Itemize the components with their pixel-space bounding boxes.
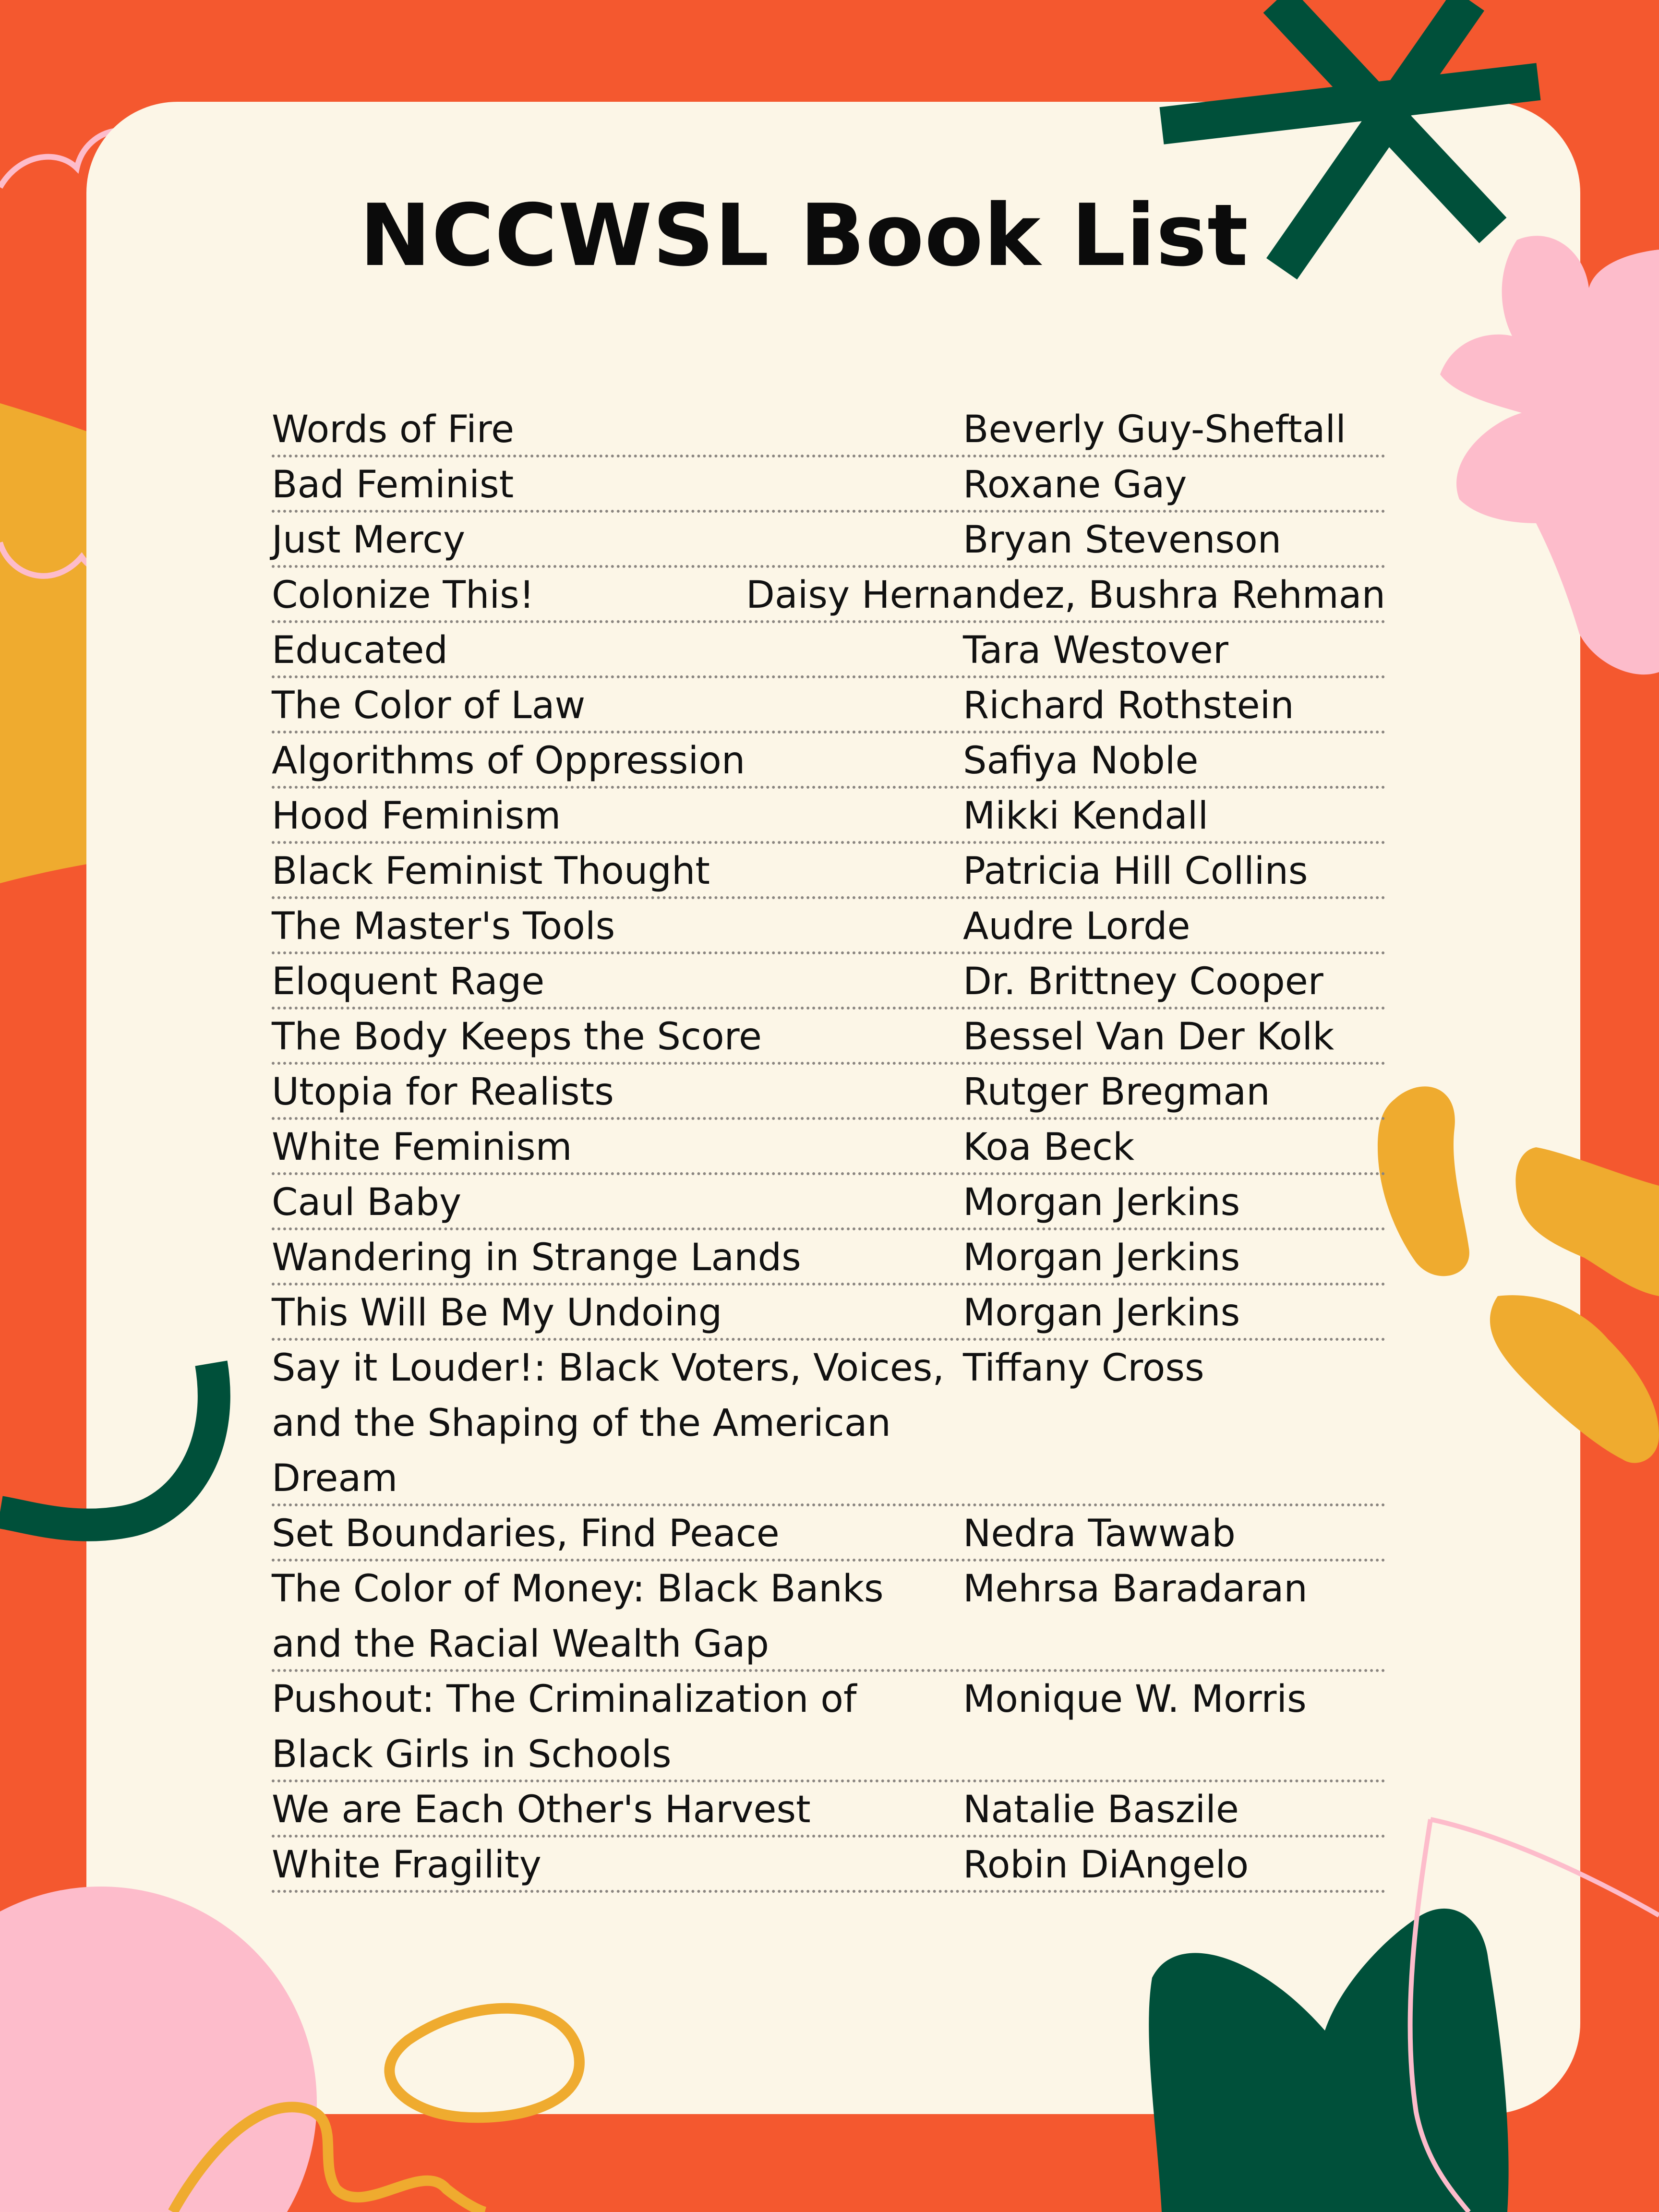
book-title: Hood Feminism (272, 794, 561, 838)
book-row (272, 733, 1385, 789)
book-author: Patricia Hill Collins (963, 850, 1308, 893)
book-row (272, 844, 1385, 899)
book-row (272, 678, 1385, 733)
book-author: Rutger Bregman (963, 1070, 1270, 1114)
book-title: This Will Be My Undoing (272, 1291, 722, 1334)
book-title: The Color of Money: Black Banks and the Racial Wealth Gap (272, 1567, 884, 1666)
book-row (272, 1175, 1385, 1230)
book-row (272, 1782, 1385, 1838)
book-author: Morgan Jerkins (963, 1181, 1240, 1224)
book-title: Bad Feminist (272, 463, 514, 506)
book-row (272, 1506, 1385, 1562)
book-title: Colonize This! (272, 574, 535, 617)
book-author: Robin DiAngelo (963, 1843, 1249, 1887)
book-list (272, 402, 1385, 1893)
book-author: Bessel Van Der Kolk (963, 1015, 1334, 1058)
book-title: Eloquent Rage (272, 960, 545, 1003)
book-author: Tara Westover (963, 629, 1228, 672)
book-author: Natalie Baszile (963, 1788, 1239, 1831)
page-title: NCCWSL Book List (359, 186, 1249, 285)
book-title: Educated (272, 629, 448, 672)
book-author: Richard Rothstein (963, 684, 1294, 727)
book-row (272, 623, 1385, 678)
book-title: Wandering in Strange Lands (272, 1236, 801, 1279)
book-row (272, 1672, 1385, 1782)
book-row (272, 1286, 1385, 1341)
book-author: Dr. Brittney Cooper (963, 960, 1323, 1003)
book-row (272, 1065, 1385, 1120)
book-title: The Color of Law (272, 684, 586, 727)
book-title: Caul Baby (272, 1181, 462, 1224)
book-author: Bryan Stevenson (963, 518, 1282, 562)
book-author: Mikki Kendall (963, 794, 1209, 838)
book-author: Monique W. Morris (963, 1678, 1307, 1721)
book-title: Black Feminist Thought (272, 850, 710, 893)
book-row (272, 1120, 1385, 1175)
book-title: White Feminism (272, 1126, 572, 1169)
book-row (272, 402, 1385, 457)
book-title: Just Mercy (272, 518, 466, 562)
book-title: White Fragility (272, 1843, 541, 1887)
book-row (272, 457, 1385, 513)
book-title: We are Each Other's Harvest (272, 1788, 811, 1831)
book-row (272, 1562, 1385, 1672)
book-row (272, 513, 1385, 568)
book-author: Roxane Gay (963, 463, 1187, 506)
book-author: Morgan Jerkins (963, 1291, 1240, 1334)
book-author: Safiya Noble (963, 739, 1199, 782)
book-row (272, 1341, 1385, 1506)
book-author: Beverly Guy-Sheftall (963, 408, 1346, 451)
book-author: Tiffany Cross (963, 1346, 1204, 1390)
book-row (272, 1010, 1385, 1065)
book-author: Mehrsa Baradaran (963, 1567, 1308, 1611)
book-author: Koa Beck (963, 1126, 1135, 1169)
book-title: Words of Fire (272, 408, 515, 451)
book-row (272, 1838, 1385, 1893)
book-row (272, 954, 1385, 1010)
book-title: Set Boundaries, Find Peace (272, 1512, 780, 1555)
book-author: Audre Lorde (963, 905, 1190, 948)
book-author: Morgan Jerkins (963, 1236, 1240, 1279)
book-title: The Body Keeps the Score (272, 1015, 762, 1058)
book-author: Nedra Tawwab (963, 1512, 1236, 1555)
book-author: Daisy Hernandez, Bushra Rehman (745, 574, 1385, 617)
book-title: Pushout: The Criminalization of Black Girls in Schools (272, 1678, 857, 1776)
book-title: Say it Louder!: Black Voters, Voices, and the Shaping of the American Dream (272, 1346, 945, 1500)
book-row (272, 789, 1385, 844)
book-title: Algorithms of Oppression (272, 739, 745, 782)
book-row (272, 1230, 1385, 1286)
book-title: The Master's Tools (272, 905, 615, 948)
book-row (272, 568, 1385, 623)
book-title: Utopia for Realists (272, 1070, 614, 1114)
book-row (272, 899, 1385, 954)
